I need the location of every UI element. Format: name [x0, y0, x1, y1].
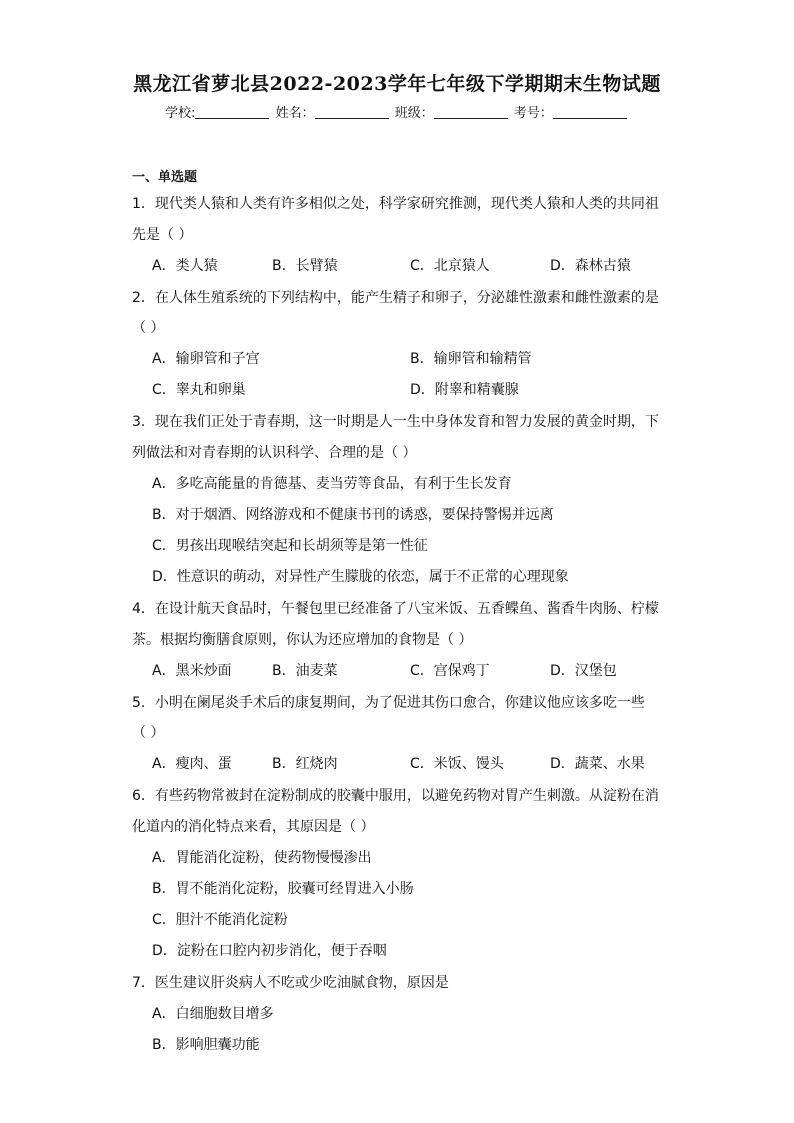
- question-3-option-d[interactable]: D．性意识的萌动，对异性产生朦胧的依恋，属于不正常的心理现象: [152, 569, 569, 585]
- question-3-line-2: 列做法和对青春期的认识科学、合理的是（ ）: [132, 445, 417, 461]
- question-5-option-a[interactable]: A．瘦肉、蛋: [152, 756, 232, 772]
- question-6-option-a[interactable]: A．胃能消化淀粉，使药物慢慢渗出: [152, 850, 372, 866]
- question-3-option-b[interactable]: B．对于烟酒、网络游戏和不健康书刊的诱惑，要保持警惕并远离: [152, 507, 554, 523]
- question-4-option-d[interactable]: D．汉堡包: [550, 663, 617, 679]
- question-4-option-b[interactable]: B．油麦菜: [272, 663, 338, 679]
- question-6-option-d[interactable]: D．淀粉在口腔内初步消化，便于吞咽: [152, 943, 387, 959]
- question-4-line-2: 茶。根据均衡膳食原则，你认为还应增加的食物是（ ）: [132, 632, 473, 648]
- question-1-option-c[interactable]: C．北京猿人: [410, 258, 490, 274]
- question-7-option-b[interactable]: B．影响胆囊功能: [152, 1037, 260, 1053]
- class-label: 班级：: [394, 106, 434, 121]
- question-2-option-c[interactable]: C．睾丸和卵巢: [152, 382, 246, 398]
- name-blank[interactable]: [315, 106, 389, 119]
- question-1-line-2: 先是（ ）: [132, 227, 193, 243]
- question-2-line-1: 2．在人体生殖系统的下列结构中，能产生精子和卵子，分泌雄性激素和雌性激素的是: [132, 290, 659, 306]
- question-4-line-1: 4．在设计航天食品时，午餐包里已经准备了八宝米饭、五香鲽鱼、酱香牛肉肠、柠檬: [132, 601, 659, 617]
- question-6-line-1: 6．有些药物常被封在淀粉制成的胶囊中服用，以避免药物对胃产生刺激。从淀粉在消: [132, 788, 659, 804]
- number-label: 考号：: [513, 106, 553, 121]
- question-2-line-2: （ ）: [132, 320, 165, 336]
- question-6-line-2: 化道内的消化特点来看，其原因是（ ）: [132, 819, 375, 835]
- question-7-line-1: 7．医生建议肝炎病人不吃或少吃油腻食物，原因是: [132, 975, 449, 991]
- question-3-option-c[interactable]: C．男孩出现喉结突起和长胡须等是第一性征: [152, 538, 428, 554]
- question-7-option-a[interactable]: A．白细胞数目增多: [152, 1006, 274, 1022]
- page-title: 黑龙江省萝北县2022-2023学年七年级下学期期末生物试题: [133, 73, 661, 95]
- question-2-option-d[interactable]: D．附睾和精囊腺: [410, 382, 519, 398]
- question-2-option-b[interactable]: B．输卵管和输精管: [410, 351, 532, 367]
- question-4-option-a[interactable]: A．黑米炒面: [152, 663, 232, 679]
- name-label: 姓名：: [275, 106, 315, 121]
- question-1-line-1: 1．现代类人猿和人类有许多相似之处，科学家研究推测，现代类人猿和人类的共同祖: [132, 196, 659, 212]
- school-label: 学校:: [165, 106, 196, 121]
- question-1-option-b[interactable]: B．长臂猿: [272, 258, 338, 274]
- question-5-option-d[interactable]: D．蔬菜、水果: [550, 756, 645, 772]
- student-info-line: [0, 102, 794, 121]
- question-5-line-2: （ ）: [132, 725, 165, 741]
- school-blank[interactable]: [195, 106, 269, 119]
- question-2-option-a[interactable]: A．输卵管和子宫: [152, 351, 260, 367]
- question-1-option-d[interactable]: D．森林古猿: [550, 258, 631, 274]
- section-heading: 一、单选题: [132, 170, 198, 185]
- question-5-line-1: 5．小明在阑尾炎手术后的康复期间，为了促进其伤口愈合，你建议他应该多吃一些: [132, 695, 645, 711]
- question-5-option-b[interactable]: B．红烧肉: [272, 756, 338, 772]
- question-6-option-c[interactable]: C．胆汁不能消化淀粉: [152, 912, 288, 928]
- question-3-option-a[interactable]: A．多吃高能量的肯德基、麦当劳等食品，有利于生长发育: [152, 476, 512, 492]
- class-blank[interactable]: [434, 106, 508, 119]
- question-5-option-c[interactable]: C．米饭、馒头: [410, 756, 504, 772]
- question-1-option-a[interactable]: A．类人猿: [152, 258, 218, 274]
- question-6-option-b[interactable]: B．胃不能消化淀粉，胶囊可经胃进入小肠: [152, 881, 414, 897]
- question-3-line-1: 3．现在我们正处于青春期，这一时期是人一生中身体发育和智力发展的黄金时期，下: [132, 414, 659, 430]
- number-blank[interactable]: [553, 106, 627, 119]
- question-4-option-c[interactable]: C．宫保鸡丁: [410, 663, 490, 679]
